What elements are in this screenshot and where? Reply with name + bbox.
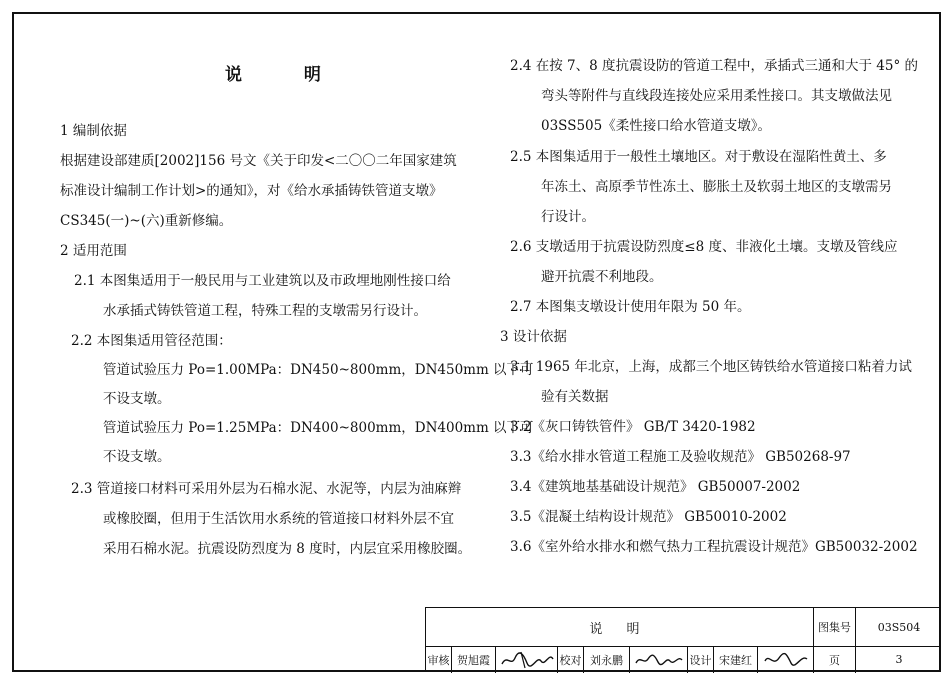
- text-line: 03SS505《柔性接口给水管道支墩》。: [541, 118, 771, 134]
- drawing-name: 说 明: [426, 608, 814, 646]
- text-line: 管道试验压力 Po=1.25MPa：DN400~800mm，DN400mm 以下可: [103, 420, 534, 436]
- section-2-heading: 2 适用范围: [60, 243, 127, 259]
- section-1-heading: 1 编制依据: [60, 123, 127, 139]
- text-line: 2.6 支墩适用于抗震设防烈度≤8 度、非液化土壤。支墩及管线应: [510, 239, 898, 255]
- text-line: 弯头等附件与直线段连接处应采用柔性接口。其支墩做法见: [541, 88, 892, 104]
- reference-line: 3.5《混凝土结构设计规范》 GB50010-2002: [510, 509, 787, 525]
- text-line: 2.3 管道接口材料可采用外层为石棉水泥、水泥等，内层为油麻辫: [71, 481, 462, 497]
- reviewer-name: 贺旭霞: [452, 646, 496, 673]
- reviewer-signature: [496, 646, 558, 673]
- text-line: 2.7 本图集支墩设计使用年限为 50 年。: [510, 299, 751, 315]
- designer-name: 宋建红: [714, 646, 758, 673]
- title-block-row-2: [426, 646, 941, 673]
- text-line: 年冻土、高原季节性冻土、膨胀土及软弱土地区的支墩需另: [541, 179, 892, 195]
- designer-signature: [758, 646, 814, 673]
- text-line: 标准设计编制工作计划>的通知》，对《给水承插铸铁管道支墩》: [60, 183, 443, 199]
- title-block: [425, 607, 941, 672]
- text-line: 2.4 在按 7、8 度抗震设防的管道工程中，承插式三通和大于 45° 的: [510, 58, 919, 74]
- page-title: 说 明: [225, 65, 349, 85]
- design-label: 设计: [688, 646, 714, 673]
- text-line: 验有关数据: [541, 389, 609, 405]
- section-3-heading: 3 设计依据: [500, 329, 567, 345]
- text-line: 水承插式铸铁管道工程，特殊工程的支墩需另行设计。: [103, 303, 427, 319]
- review-label: 审核: [426, 646, 452, 673]
- reference-line: 3.2《灰口铸铁管件》 GB/T 3420-1982: [510, 419, 756, 435]
- text-line: 根据建设部建质[2002]156 号文《关于印发<二〇〇二年国家建筑: [60, 153, 457, 169]
- text-line: 2.1 本图集适用于一般民用与工业建筑以及市政埋地刚性接口给: [74, 273, 451, 289]
- reference-line: 3.4《建筑地基基础设计规范》 GB50007-2002: [510, 479, 801, 495]
- checker-name: 刘永鹏: [584, 646, 630, 673]
- text-line: CS345(一)~(六)重新修编。: [60, 213, 233, 229]
- atlas-label: 图集号: [814, 608, 856, 646]
- text-line: 2.5 本图集适用于一般性土壤地区。对于敷设在湿陷性黄土、多: [510, 149, 887, 165]
- text-line: 管道试验压力 Po=1.00MPa：DN450~800mm，DN450mm 以下可: [103, 362, 534, 378]
- text-line: 3.1 1965 年北京，上海，成都三个地区铸铁给水管道接口粘着力试: [510, 359, 912, 375]
- atlas-number: 03S504: [877, 620, 921, 634]
- text-line: 行设计。: [541, 209, 595, 225]
- checker-signature: [630, 646, 688, 673]
- text-line: 不设支墩。: [103, 449, 171, 465]
- check-label: 校对: [558, 646, 584, 673]
- reference-line: 3.6《室外给水排水和燃气热力工程抗震设计规范》GB50032-2002: [510, 539, 918, 555]
- page-number: 3: [895, 653, 903, 666]
- text-line: 2.2 本图集适用管径范围：: [71, 333, 232, 349]
- text-line: 或橡胶圈，但用于生活饮用水系统的管道接口材料外层不宜: [103, 511, 454, 527]
- reference-line: 3.3《给水排水管道工程施工及验收规范》 GB50268-97: [510, 449, 851, 465]
- text-line: 采用石棉水泥。抗震设防烈度为 8 度时，内层宜采用橡胶圈。: [103, 541, 472, 557]
- text-line: 避开抗震不利地段。: [541, 269, 663, 285]
- title-block-row-1: [426, 608, 941, 647]
- page-label: 页: [814, 646, 856, 673]
- text-line: 不设支墩。: [103, 391, 171, 407]
